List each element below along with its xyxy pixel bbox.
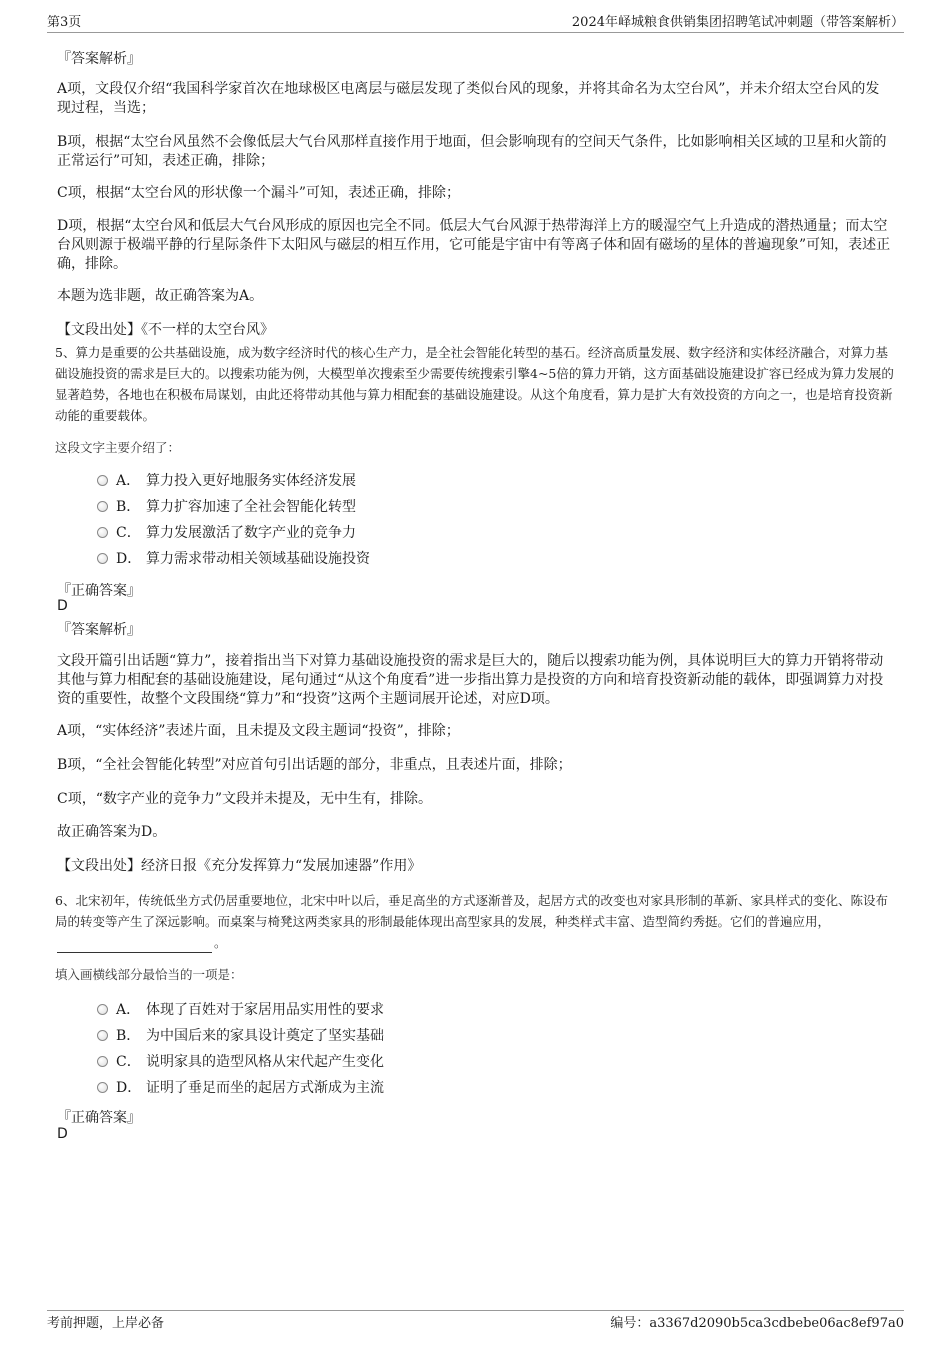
q5-answer-label: 『正确答案』: [57, 583, 141, 599]
radio-button-icon[interactable]: [97, 1056, 108, 1067]
q6-prompt: 填入画横线部分最恰当的一项是：: [55, 967, 243, 982]
q4-conclusion: 本题为选非题，故正确答案为A。: [57, 288, 264, 304]
q6-option-c[interactable]: C． 说明家具的造型风格从宋代起产生变化: [97, 1053, 384, 1072]
q5-analysis-b: B项，“全社会智能化转型”对应首句引出话题的部分，非重点，且表述片面，排除；: [57, 757, 572, 773]
q6-answer-label: 『正确答案』: [57, 1110, 141, 1126]
radio-button-icon[interactable]: [97, 501, 108, 512]
fill-in-blank: [57, 938, 212, 953]
q5-answer: D: [57, 598, 68, 614]
q5-source: 【文段出处】经济日报《充分发挥算力“发展加速器”作用》: [57, 858, 422, 874]
page-footer: [47, 1310, 904, 1337]
q5-analysis-label: 『答案解析』: [57, 622, 141, 638]
q4-analysis-label: 『答案解析』: [57, 51, 141, 67]
radio-button-icon[interactable]: [97, 475, 108, 486]
q5-prompt: 这段文字主要介绍了：: [55, 440, 181, 455]
q6-option-a[interactable]: A． 体现了百姓对于家居用品实用性的要求: [97, 1001, 384, 1020]
page-number: 第3页: [47, 15, 82, 30]
radio-button-icon[interactable]: [97, 527, 108, 538]
q5-option-b[interactable]: B． 算力扩容加速了全社会智能化转型: [97, 498, 356, 517]
q5-option-a[interactable]: A． 算力投入更好地服务实体经济发展: [97, 472, 356, 491]
radio-button-icon[interactable]: [97, 553, 108, 564]
page-header: [47, 12, 904, 33]
q4-analysis-a: A项，文段仅介绍“我国科学家首次在地球极区电离层与磁层发现了类似台风的现象，并将其命名为太空台风”，并未介绍太空台风的发现过程，当选；: [57, 81, 880, 116]
q5-option-c[interactable]: C． 算力发展激活了数字产业的竞争力: [97, 524, 356, 543]
q5-analysis-c: C项，“数字产业的竞争力”文段并未提及，无中生有，排除。: [57, 791, 433, 807]
q5-analysis-a: A项，“实体经济”表述片面，且未提及文段主题词“投资”，排除；: [57, 723, 460, 739]
radio-button-icon[interactable]: [97, 1030, 108, 1041]
document-code: 编号：a3367d2090b5ca3cdbebe06ac8ef97a0: [610, 1316, 904, 1331]
q5-option-d[interactable]: D． 算力需求带动相关领域基础设施投资: [97, 550, 370, 569]
q6-answer: D: [57, 1126, 68, 1142]
radio-button-icon[interactable]: [97, 1004, 108, 1015]
q4-analysis-d: D项，根据“太空台风和低层大气台风形成的原因也完全不同。低层大气台风源于热带海洋上方的暖湿空气上升造成的潜热通量；而太空台风则源于极端平静的行星际条件下太阳风与磁层的相互作用，它可能是宇宙中有等离子体和固有磁场的星体的普遍现象”可知，表述正确，排除。: [57, 218, 891, 272]
q4-analysis-b: B项，根据“太空台风虽然不会像低层大气台风那样直接作用于地面，但会影响现有的空间天气条件，比如影响相关区域的卫星和火箭的正常运行”可知，表述正确，排除；: [57, 134, 887, 169]
q6-stem: 6、北宋初年，传统低坐方式仍居重要地位，北宋中叶以后，垂足高坐的方式逐渐普及，起居方式的改变也对家具形制的革新、家具样式的变化、陈设布局的转变等产生了深远影响。而桌案与椅凳这两类家具的形制最能体现出高型家具的发展，种类样式丰富、造型简约秀挺。它们的普遍应用，。: [55, 890, 900, 953]
q4-analysis-c: C项，根据“太空台风的形状像一个漏斗”可知，表述正确，排除；: [57, 185, 461, 201]
radio-button-icon[interactable]: [97, 1082, 108, 1093]
document-title: 2024年峄城粮食供销集团招聘笔试冲刺题（带答案解析）: [571, 15, 904, 30]
q6-option-d[interactable]: D． 证明了垂足而坐的起居方式渐成为主流: [97, 1079, 384, 1098]
q5-stem: 5、算力是重要的公共基础设施，成为数字经济时代的核心生产力，是全社会智能化转型的基石。经济高质量发展、数字经济和实体经济融合，对算力基础设施投资的需求是巨大的。以搜索功能为例，大模型单次搜索至少需要传统搜索引擎4~5倍的算力开销，这方面基础设施建设扩容已经成为算力发展的显著趋势，各地也在积极布局谋划，由此还将带动其他与算力相配套的基础设施建设。从这个角度看，算力是扩大有效投资的方向之一，也是培育投资新动能的重要载体。: [55, 345, 894, 423]
q4-source: 【文段出处】《不一样的太空台风》: [57, 322, 274, 338]
footer-slogan: 考前押题，上岸必备: [47, 1316, 165, 1331]
q5-conclusion: 故正确答案为D。: [57, 824, 167, 840]
q5-analysis: 文段开篇引出话题“算力”，接着指出当下对算力基础设施投资的需求是巨大的，随后以搜索功能为例，具体说明巨大的算力开销将带动其他与算力相配套的基础设施建设，尾句通过“从这个角度看”进一步指出算力是投资的方向和培育投资新动能的载体，即强调算力对投资的重要性，故整个文段围绕“算力”和“投资”这两个主题词展开论述，对应D项。: [57, 653, 884, 707]
q6-option-b[interactable]: B． 为中国后来的家具设计奠定了坚实基础: [97, 1027, 384, 1046]
